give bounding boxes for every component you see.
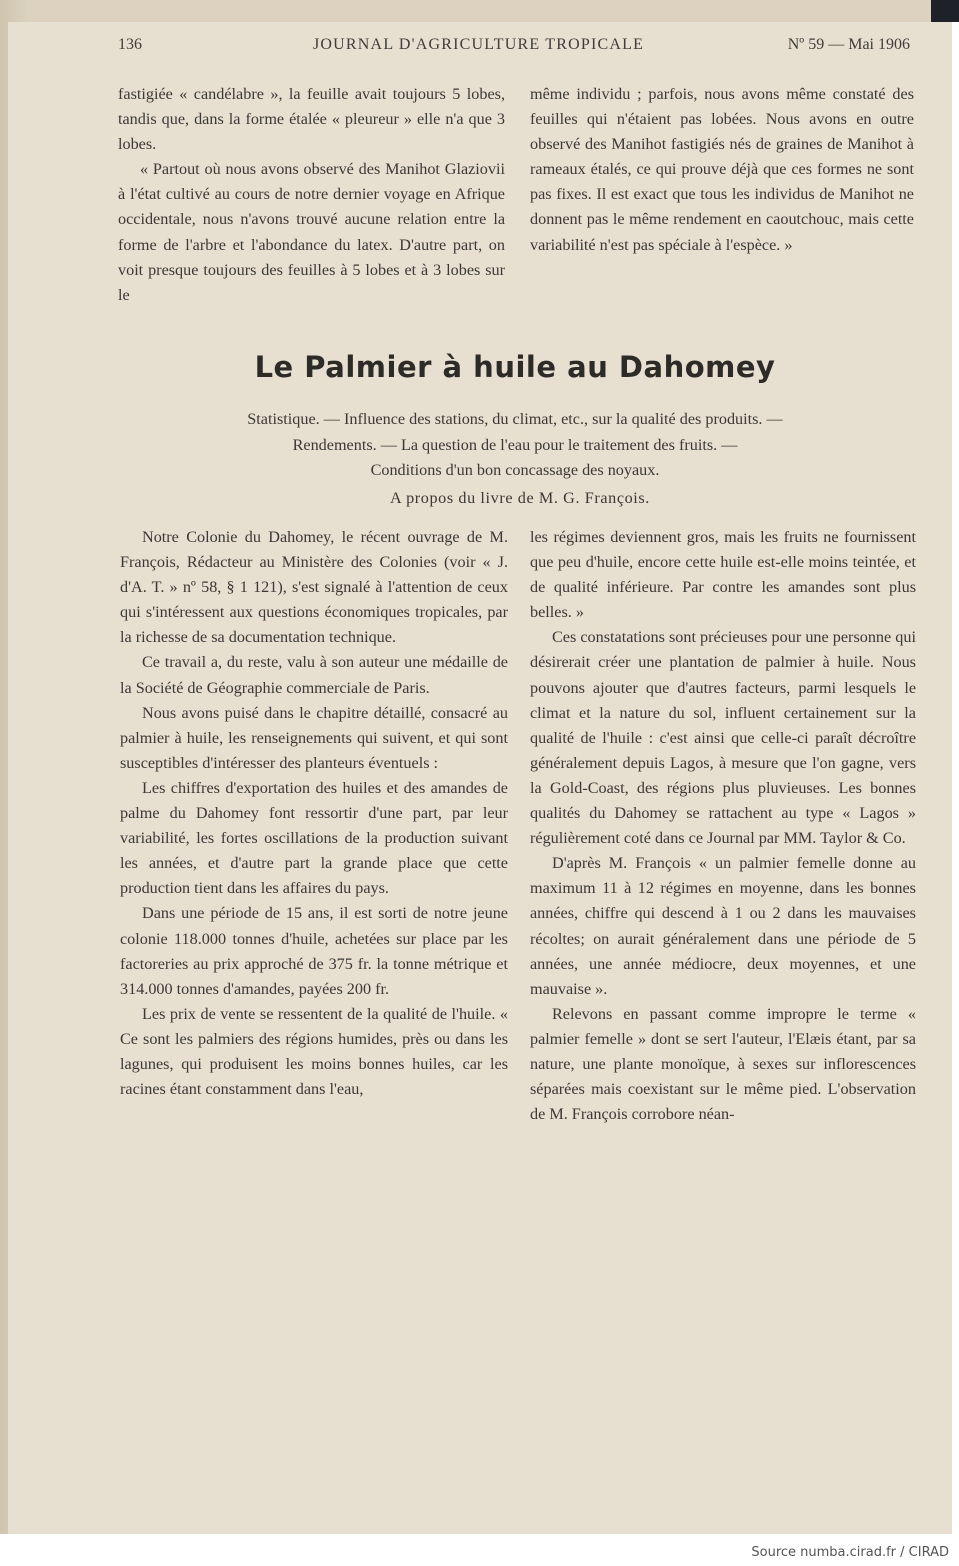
- paragraph: Dans une période de 15 ans, il est sorti de notre jeune colonie 118.000 tonnes d'huile, achetées sur place par les factoreries au prix approché de 375 fr. la tonne métrique et 314.000 tonnes d'amandes, payées 200 fr.: [120, 904, 508, 998]
- article-title: Le Palmier à huile au Dahomey: [254, 350, 776, 384]
- scan-corner: [931, 0, 959, 22]
- subtitle-line: Conditions d'un bon concassage des noyaux.: [370, 461, 660, 479]
- paragraph: Relevons en passant comme impropre le terme « palmier femelle » dont se sert l'auteur, l'Elæis étant, par sa nature, une plante monoïque, à sexes sur inflorescences séparées mais coexistant sur le même pied. L'observation de M. François corrobore néan-: [530, 1004, 916, 1124]
- running-header: [118, 36, 918, 62]
- article-subtitle: [100, 407, 930, 484]
- bottom-left-column: [120, 525, 508, 1102]
- article-byline: A propos du livre de M. G. François.: [390, 489, 650, 507]
- paragraph: Ces constatations sont précieuses pour une personne qui désirerait créer une plantation de palmier à huile. Nous pouvons ajouter que d'autres facteurs, parmi lesquels le climat et la nature du sol, influent certainement sur la qualité de l'huile : c'est ainsi que celle-ci paraît décroître généralement depuis Lagos, à mesure que l'on gagne, vers la Gold-Coast, des régions plus pluvieuses. Les bonnes qualités du Dahomey se rattachent au type « Lagos » régulièrement coté dans ce Journal par MM. Taylor & Co.: [530, 628, 916, 848]
- source-credit: Source numba.cirad.fr / CIRAD: [751, 1545, 949, 1560]
- journal-title: JOURNAL D'AGRICULTURE TROPICALE: [313, 36, 645, 53]
- paragraph: Les chiffres d'exportation des huiles et des amandes de palme du Dahomey font ressortir d'une part, par leur variabilité, les fortes oscillations de la production suivant les années, et d'autre part la grande place que cette production tient dans les affaires du pays.: [120, 778, 508, 898]
- paragraph: « Partout où nous avons observé des Manihot Glaziovii à l'état cultivé au cours de notre dernier voyage en Afrique occidentale, nous n'avons trouvé aucune relation entre la forme de l'arbre et l'abondance du latex. D'autre part, on voit presque toujours des feuilles à 5 lobes et à 3 lobes sur le: [118, 160, 505, 304]
- top-right-column: [530, 82, 914, 258]
- subtitle-line: Statistique. — Influence des stations, du climat, etc., sur la qualité des produits. —: [247, 410, 783, 428]
- paragraph: Notre Colonie du Dahomey, le récent ouvrage de M. François, Rédacteur au Ministère des Colonies (voir « J. d'A. T. » nº 58, § 1 121), s'est signalé à l'attention de ceux qui s'intéressent aux questions économiques tropicales, par la richesse de sa documentation technique.: [120, 528, 508, 647]
- top-left-column: [118, 82, 505, 308]
- paragraph: fastigiée « candélabre », la feuille avait toujours 5 lobes, tandis que, dans la forme étalée « pleureur » elle n'a que 3 lobes.: [118, 85, 505, 154]
- bottom-right-column: [530, 525, 916, 1127]
- paragraph: même individu ; parfois, nous avons même constaté des feuilles qui n'étaient pas lobées. Nous avons en outre observé des Manihot fastigiés nés de graines de Manihot à rameaux étalés, ce qui prouve déjà que ces formes ne sont pas fixes. Il est exact que tous les individus de Manihot ne donnent pas le même rendement en caoutchouc, mais cette variabilité n'est pas spéciale à l'espèce. »: [530, 85, 914, 254]
- paragraph: Ce travail a, du reste, valu à son auteur une médaille de la Société de Géographie commerciale de Paris.: [120, 653, 508, 697]
- paragraph: D'après M. François « un palmier femelle donne au maximum 11 à 12 régimes en moyenne, dans les bonnes années, chiffre qui descend à 1 ou 2 dans les mauvaises récoltes; on aurait généralement dans une période de 5 années, une année médiocre, deux moyennes, et une mauvaise ».: [530, 854, 916, 998]
- paragraph: les régimes deviennent gros, mais les fruits ne fournissent que peu d'huile, encore cette huile est-elle moins teintée, et de qualité inférieure. Par contre les amandes sont plus belles. »: [530, 528, 916, 622]
- paragraph: Les prix de vente se ressentent de la qualité de l'huile. « Ce sont les palmiers des régions humides, près ou dans les lagunes, qui produisent les moins bonnes huiles, car les racines étant constamment dans l'eau,: [120, 1004, 508, 1099]
- page-number: 136: [118, 36, 142, 53]
- paragraph: Nous avons puisé dans le chapitre détaillé, consacré au palmier à huile, les renseignements qui suivent, et qui sont susceptibles d'intéresser des planteurs éventuels :: [120, 703, 508, 772]
- issue-date: Nº 59 — Mai 1906: [787, 36, 910, 53]
- subtitle-line: Rendements. — La question de l'eau pour le traitement des fruits. —: [292, 435, 738, 454]
